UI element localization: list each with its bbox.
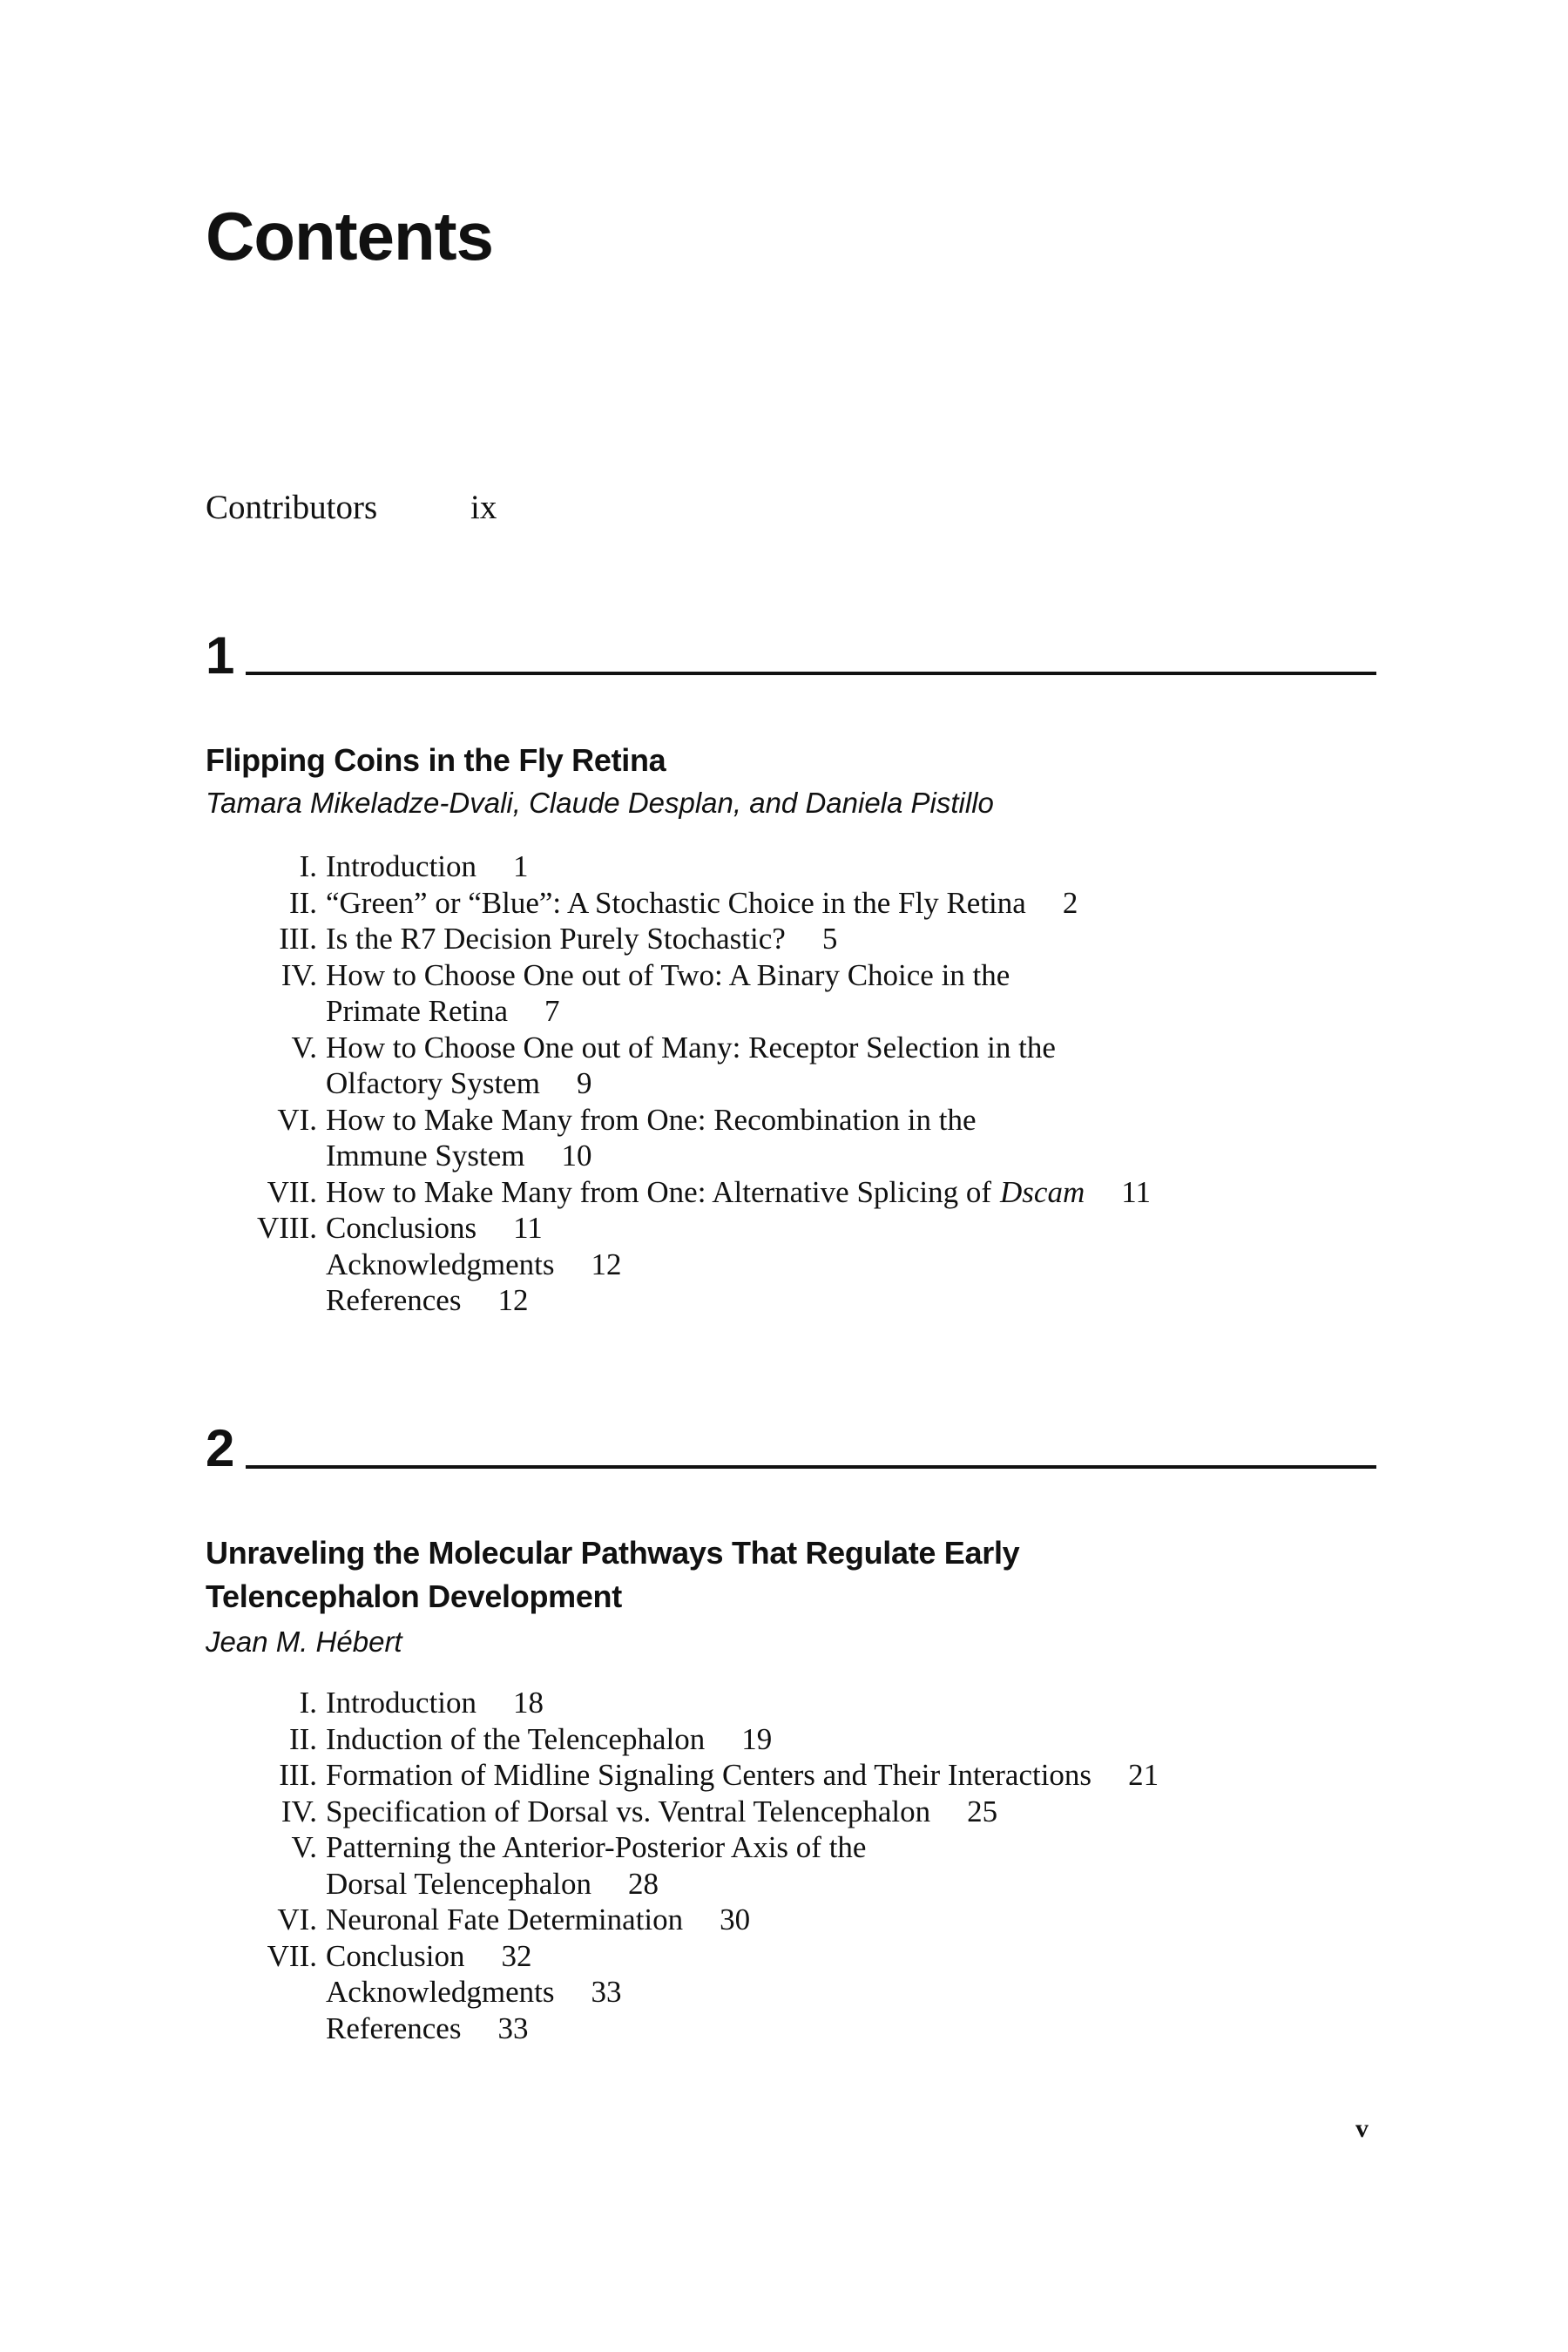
- toc-entry[interactable]: [206, 1721, 1159, 1758]
- section-number: VI.: [277, 1102, 317, 1137]
- section-page: 33: [497, 2011, 529, 2045]
- toc-entry-continuation[interactable]: [206, 1065, 1151, 1102]
- toc-entry[interactable]: [206, 1247, 1151, 1283]
- section-number: VII.: [267, 1174, 317, 1209]
- section-title: Neuronal Fate Determination: [326, 1903, 684, 1936]
- toc-entry[interactable]: [206, 885, 1151, 922]
- section-number: III.: [279, 922, 317, 956]
- section-title: How to Make Many from One: Alternative Splicing of: [326, 1174, 992, 1209]
- section-title: How to Choose One out of Many: Receptor Selection in the: [326, 1030, 1056, 1064]
- section-number: V.: [291, 1030, 317, 1064]
- toc-entry[interactable]: [206, 1829, 1159, 1866]
- section-number: IV.: [280, 1794, 317, 1828]
- toc-entry-continuation[interactable]: [206, 1866, 1159, 1903]
- section-title: Introduction: [326, 1686, 477, 1720]
- toc-entry[interactable]: [206, 1174, 1151, 1211]
- toc-entry[interactable]: [206, 2011, 1159, 2047]
- section-page: 9: [576, 1066, 592, 1100]
- chapter-authors: Jean M. Hébert: [206, 1625, 402, 1658]
- section-title: How to Make Many from One: Recombination in the: [326, 1102, 977, 1137]
- chapter-title[interactable]: Telencephalon Development: [206, 1578, 622, 1614]
- section-page: 10: [561, 1139, 592, 1173]
- toc-entry[interactable]: [206, 1685, 1159, 1721]
- chapter-number: 1: [206, 626, 235, 685]
- toc-entry[interactable]: [206, 1757, 1159, 1794]
- section-page: 11: [1121, 1174, 1151, 1209]
- section-title: Is the R7 Decision Purely Stochastic?: [326, 922, 786, 956]
- section-number: [206, 1282, 326, 1319]
- chapter-title[interactable]: Flipping Coins in the Fly Retina: [206, 742, 666, 778]
- section-number: [206, 2011, 326, 2047]
- toc-entry[interactable]: [206, 848, 1151, 885]
- section-title: Induction of the Telencephalon: [326, 1721, 706, 1756]
- section-title: Formation of Midline Signaling Centers and Their Interactions: [326, 1758, 1092, 1792]
- section-list: [206, 1685, 1159, 2046]
- contributors-label[interactable]: Contributors: [206, 489, 378, 526]
- section-page: 11: [513, 1211, 543, 1245]
- toc-entry[interactable]: [206, 1974, 1159, 2011]
- section-page: 2: [1062, 885, 1078, 920]
- section-number: VIII.: [257, 1211, 317, 1245]
- section-number: IV.: [280, 957, 317, 992]
- section-page: 25: [967, 1794, 998, 1828]
- section-page: 19: [741, 1721, 773, 1756]
- section-title: How to Choose One out of Two: A Binary Choice in the: [326, 957, 1010, 992]
- section-title: Acknowledgments: [326, 1975, 555, 2009]
- toc-entry[interactable]: [206, 1794, 1159, 1830]
- section-title: Acknowledgments: [326, 1247, 555, 1281]
- indent-spacer: [206, 1138, 326, 1174]
- toc-entry[interactable]: [206, 921, 1151, 957]
- page-title: Contents: [206, 198, 493, 274]
- section-title: Conclusion: [326, 1938, 465, 1973]
- chapter-number: 2: [206, 1419, 235, 1477]
- section-page: 5: [821, 922, 838, 956]
- indent-spacer: [206, 993, 326, 1030]
- page-number: v: [1355, 2114, 1369, 2143]
- section-title-continuation: Primate Retina: [326, 994, 508, 1028]
- indent-spacer: [206, 1866, 326, 1903]
- section-number: III.: [279, 1758, 317, 1792]
- section-title: Conclusions: [326, 1211, 477, 1245]
- section-list: [206, 848, 1151, 1319]
- section-title: References: [326, 2011, 462, 2045]
- section-page: 21: [1128, 1758, 1159, 1792]
- section-number: I.: [299, 1686, 317, 1720]
- chapter-authors: Tamara Mikeladze-Dvali, Claude Desplan, and Daniela Pistillo: [206, 787, 994, 819]
- indent-spacer: [206, 1065, 326, 1102]
- toc-entry-continuation[interactable]: [206, 1138, 1151, 1174]
- section-number: VI.: [277, 1903, 317, 1936]
- section-title: Introduction: [326, 849, 477, 883]
- section-title: Patterning the Anterior-Posterior Axis of the: [326, 1830, 867, 1864]
- gene-name: Dscam: [1000, 1174, 1085, 1209]
- section-number: [206, 1247, 326, 1283]
- contributors-page: ix: [470, 489, 497, 526]
- toc-entry[interactable]: [206, 1210, 1151, 1247]
- section-number: II.: [288, 885, 317, 920]
- section-page: 12: [591, 1247, 622, 1281]
- section-title-continuation: Olfactory System: [326, 1066, 540, 1100]
- section-number: I.: [299, 849, 317, 883]
- section-page: 7: [544, 994, 560, 1028]
- chapter-rule: [246, 672, 1376, 675]
- section-number: V.: [291, 1830, 317, 1864]
- toc-entry[interactable]: [206, 1030, 1151, 1066]
- toc-entry[interactable]: [206, 1902, 1159, 1938]
- section-title-continuation: Dorsal Telencephalon: [326, 1866, 591, 1901]
- toc-entry[interactable]: [206, 957, 1151, 994]
- toc-entry[interactable]: [206, 1282, 1151, 1319]
- section-title: Specification of Dorsal vs. Ventral Telencephalon: [326, 1794, 931, 1828]
- section-number: [206, 1974, 326, 2011]
- section-title: References: [326, 1283, 462, 1317]
- section-number: VII.: [267, 1938, 317, 1973]
- section-number: II.: [288, 1721, 317, 1756]
- toc-entry-continuation[interactable]: [206, 993, 1151, 1030]
- section-title-continuation: Immune System: [326, 1139, 525, 1173]
- toc-entry[interactable]: [206, 1102, 1151, 1139]
- section-page: 18: [513, 1686, 544, 1720]
- section-page: 30: [720, 1903, 751, 1936]
- chapter-rule: [246, 1465, 1376, 1469]
- section-page: 33: [591, 1975, 622, 2009]
- section-page: 12: [497, 1283, 529, 1317]
- section-page: 32: [501, 1938, 532, 1973]
- toc-entry[interactable]: [206, 1938, 1159, 1975]
- section-page: 1: [513, 849, 529, 883]
- section-title: “Green” or “Blue”: A Stochastic Choice in the Fly Retina: [326, 885, 1026, 920]
- chapter-title[interactable]: Unraveling the Molecular Pathways That Regulate Early: [206, 1535, 1020, 1571]
- section-page: 28: [628, 1866, 659, 1901]
